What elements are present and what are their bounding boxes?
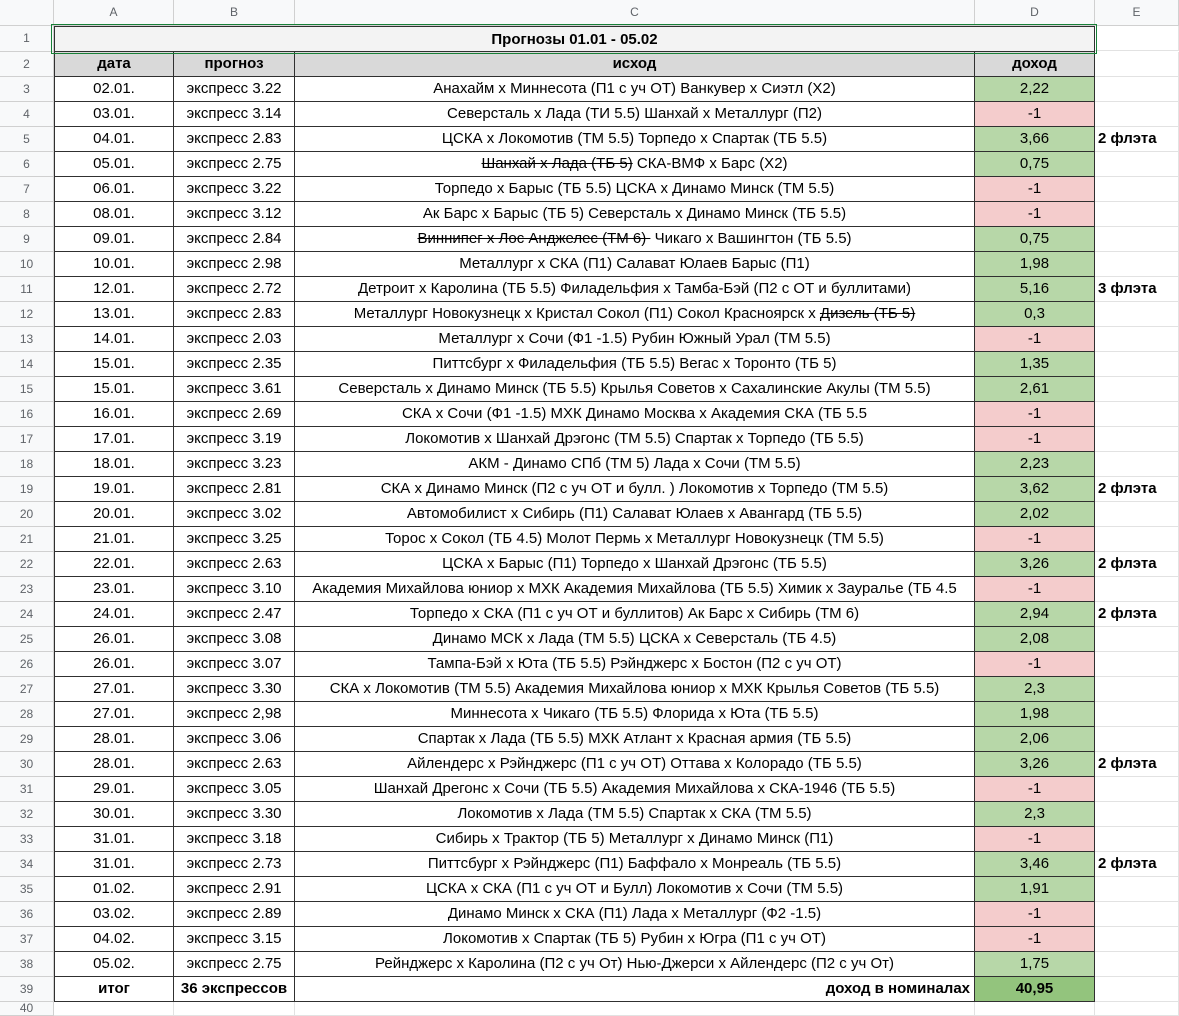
income-cell[interactable]: 3,62 [975, 477, 1095, 502]
date-cell[interactable]: 02.01. [54, 77, 174, 102]
income-cell[interactable]: 3,26 [975, 752, 1095, 777]
forecast-cell[interactable]: экспресс 2.81 [174, 477, 295, 502]
note-cell[interactable]: 2 флэта [1095, 752, 1179, 777]
date-cell[interactable]: 27.01. [54, 702, 174, 727]
forecast-cell[interactable]: экспресс 2.47 [174, 602, 295, 627]
forecast-cell[interactable]: экспресс 2.69 [174, 402, 295, 427]
outcome-cell[interactable] [295, 627, 975, 652]
row-header[interactable]: 11 [0, 277, 54, 302]
date-cell[interactable]: 29.01. [54, 777, 174, 802]
note-cell[interactable] [1095, 502, 1179, 527]
total-income[interactable]: 40,95 [975, 977, 1095, 1002]
note-cell[interactable] [1095, 727, 1179, 752]
income-cell[interactable]: 0,75 [975, 152, 1095, 177]
income-cell[interactable]: -1 [975, 402, 1095, 427]
total-income-label[interactable]: доход в номиналах [295, 977, 975, 1002]
outcome-text: Рейнджерс х Каролина (П2 с уч От) Нью-Джерси х Айлендерс (П2 с уч От) [375, 955, 894, 972]
note-cell[interactable] [1095, 202, 1179, 227]
row-header[interactable]: 24 [0, 602, 54, 627]
date-cell[interactable]: 28.01. [54, 752, 174, 777]
forecast-cell[interactable]: экспресс 3.23 [174, 452, 295, 477]
income-cell[interactable]: -1 [975, 327, 1095, 352]
outcome-text: Динамо МСК х Лада (ТМ 5.5) ЦСКА х Северсталь (ТБ 4.5) [432, 630, 837, 647]
forecast-cell[interactable]: экспресс 3.22 [174, 77, 295, 102]
outcome-text: СКА х Динамо Минск (П2 с уч ОТ и булл. ) Локомотив х Торпедо (ТМ 5.5) [380, 480, 889, 497]
row-header[interactable]: 27 [0, 677, 54, 702]
row-header[interactable]: 32 [0, 802, 54, 827]
row-header[interactable]: 35 [0, 877, 54, 902]
row-header[interactable]: 9 [0, 227, 54, 252]
row-header[interactable]: 37 [0, 927, 54, 952]
outcome-cell[interactable] [295, 777, 975, 802]
income-cell[interactable]: 2,22 [975, 77, 1095, 102]
empty-cell[interactable] [1095, 52, 1179, 77]
row-header[interactable]: 22 [0, 552, 54, 577]
outcome-cell[interactable] [295, 702, 975, 727]
outcome-text: АКМ - Динамо СПб (ТМ 5) Лада х Сочи (ТМ 5.5) [468, 455, 801, 472]
outcome-cell[interactable] [295, 927, 975, 952]
outcome-cell[interactable] [295, 677, 975, 702]
note-cell[interactable]: 2 флэта [1095, 127, 1179, 152]
outcome-text: Торпедо х Барыс (ТБ 5.5) ЦСКА х Динамо Минск (ТМ 5.5) [434, 180, 835, 197]
income-cell[interactable]: 3,26 [975, 552, 1095, 577]
row-header[interactable]: 26 [0, 652, 54, 677]
outcome-cell[interactable] [295, 227, 975, 252]
outcome-cell[interactable] [295, 177, 975, 202]
date-cell[interactable]: 15.01. [54, 352, 174, 377]
empty-cell[interactable] [295, 1002, 975, 1016]
income-cell[interactable]: -1 [975, 202, 1095, 227]
date-cell[interactable]: 13.01. [54, 302, 174, 327]
forecast-cell[interactable]: экспресс 2.63 [174, 752, 295, 777]
column-header-a[interactable]: A [54, 0, 174, 26]
forecast-cell[interactable]: экспресс 3.19 [174, 427, 295, 452]
outcome-cell[interactable] [295, 202, 975, 227]
income-cell[interactable]: 2,02 [975, 502, 1095, 527]
date-cell[interactable]: 20.01. [54, 502, 174, 527]
date-cell[interactable]: 30.01. [54, 802, 174, 827]
date-cell[interactable]: 01.02. [54, 877, 174, 902]
outcome-text: ЦСКА х Барыс (П1) Торпедо х Шанхай Дрэгонс (ТБ 5.5) [442, 555, 827, 572]
outcome-cell[interactable] [295, 602, 975, 627]
income-cell[interactable]: 1,98 [975, 702, 1095, 727]
income-cell[interactable]: -1 [975, 177, 1095, 202]
row-header[interactable]: 20 [0, 502, 54, 527]
outcome-cell[interactable] [295, 877, 975, 902]
row-header[interactable]: 39 [0, 977, 54, 1002]
outcome-cell[interactable] [295, 502, 975, 527]
row-header[interactable]: 36 [0, 902, 54, 927]
column-header-b[interactable]: B [174, 0, 295, 26]
forecast-cell[interactable]: экспресс 2.35 [174, 352, 295, 377]
outcome-cell[interactable] [295, 952, 975, 977]
outcome-cell[interactable] [295, 652, 975, 677]
outcome-cell[interactable] [295, 827, 975, 852]
total-count[interactable]: 36 экспрессов [174, 977, 295, 1002]
outcome-text: Динамо Минск х СКА (П1) Лада х Металлург (Ф2 -1.5) [447, 905, 822, 922]
row-header[interactable]: 4 [0, 102, 54, 127]
date-cell[interactable]: 06.01. [54, 177, 174, 202]
note-cell[interactable] [1095, 927, 1179, 952]
outcome-text: Торос х Сокол (ТБ 4.5) Молот Пермь х Металлург Новокузнецк (ТМ 5.5) [385, 530, 884, 547]
row-header[interactable]: 17 [0, 427, 54, 452]
outcome-text-struck: Виннипег х Лос Анджелес (ТМ 6) [417, 230, 651, 247]
date-cell[interactable]: 19.01. [54, 477, 174, 502]
outcome-cell[interactable] [295, 402, 975, 427]
income-cell[interactable]: -1 [975, 827, 1095, 852]
note-cell[interactable] [1095, 177, 1179, 202]
header-forecast[interactable]: прогноз [174, 52, 295, 77]
note-cell[interactable] [1095, 227, 1179, 252]
outcome-text: СКА х Локомотив (ТМ 5.5) Академия Михайлова юниор х МХК Крылья Советов (ТБ 5.5) [329, 680, 940, 697]
date-cell[interactable]: 16.01. [54, 402, 174, 427]
date-cell[interactable]: 22.01. [54, 552, 174, 577]
forecast-cell[interactable]: экспресс 2.72 [174, 277, 295, 302]
row-header[interactable]: 7 [0, 177, 54, 202]
outcome-text-struck: Шанхай х Лада (ТБ 5) [481, 155, 633, 172]
row-header[interactable]: 1 [0, 26, 54, 52]
note-cell[interactable] [1095, 677, 1179, 702]
note-cell[interactable] [1095, 877, 1179, 902]
column-header-c[interactable]: C [295, 0, 975, 26]
date-cell[interactable]: 21.01. [54, 527, 174, 552]
row-header[interactable]: 34 [0, 852, 54, 877]
note-cell[interactable] [1095, 302, 1179, 327]
row-header[interactable]: 19 [0, 477, 54, 502]
income-cell[interactable]: 2,08 [975, 627, 1095, 652]
outcome-text: Детроит х Каролина (ТБ 5.5) Филадельфия х Тамба-Бэй (П2 с ОТ и буллитами) [357, 280, 912, 297]
income-cell[interactable]: -1 [975, 427, 1095, 452]
income-cell[interactable]: -1 [975, 527, 1095, 552]
row-header[interactable]: 33 [0, 827, 54, 852]
outcome-cell[interactable] [295, 252, 975, 277]
row-header[interactable]: 28 [0, 702, 54, 727]
row-header[interactable]: 2 [0, 52, 54, 77]
date-cell[interactable]: 05.01. [54, 152, 174, 177]
note-cell[interactable] [1095, 952, 1179, 977]
note-cell[interactable] [1095, 252, 1179, 277]
date-cell[interactable]: 14.01. [54, 327, 174, 352]
forecast-cell[interactable]: экспресс 3.30 [174, 802, 295, 827]
outcome-text: Локомотив х Шанхай Дрэгонс (ТМ 5.5) Спартак х Торпедо (ТБ 5.5) [405, 430, 864, 447]
outcome-text: Северсталь х Динамо Минск (ТБ 5.5) Крылья Советов х Сахалинские Акулы (ТМ 5.5) [338, 380, 931, 397]
outcome-cell[interactable] [295, 902, 975, 927]
outcome-text: Миннесота х Чикаго (ТБ 5.5) Флорида х Юта (ТБ 5.5) [450, 705, 819, 722]
outcome-text: Автомобилист х Сибирь (П1) Салават Юлаев х Авангард (ТБ 5.5) [406, 505, 863, 522]
outcome-cell[interactable] [295, 302, 975, 327]
outcome-text: Сибирь х Трактор (ТБ 5) Металлург х Динамо Минск (П1) [435, 830, 834, 847]
empty-cell[interactable] [1095, 977, 1179, 1002]
row-header[interactable]: 8 [0, 202, 54, 227]
forecast-cell[interactable]: экспресс 3.05 [174, 777, 295, 802]
note-cell[interactable] [1095, 377, 1179, 402]
income-cell[interactable]: 0,75 [975, 227, 1095, 252]
income-cell[interactable]: 1,91 [975, 877, 1095, 902]
outcome-text: ЦСКА х СКА (П1 с уч ОТ и Булл) Локомотив х Сочи (ТМ 5.5) [425, 880, 844, 897]
header-income[interactable]: доход [975, 52, 1095, 77]
outcome-text: Питтсбург х Рэйнджерс (П1) Баффало х Монреаль (ТБ 5.5) [427, 855, 842, 872]
note-cell[interactable]: 2 флэта [1095, 852, 1179, 877]
forecast-cell[interactable]: экспресс 2.83 [174, 127, 295, 152]
row-header[interactable]: 40 [0, 1002, 54, 1016]
income-cell[interactable]: -1 [975, 777, 1095, 802]
income-cell[interactable]: 2,23 [975, 452, 1095, 477]
forecast-cell[interactable]: экспресс 3.07 [174, 652, 295, 677]
date-cell[interactable]: 28.01. [54, 727, 174, 752]
outcome-cell[interactable] [295, 802, 975, 827]
outcome-text: Ак Барс х Барыс (ТБ 5) Северсталь х Динамо Минск (ТБ 5.5) [422, 205, 847, 222]
date-cell[interactable]: 26.01. [54, 627, 174, 652]
forecast-cell[interactable]: экспресс 3.18 [174, 827, 295, 852]
date-cell[interactable]: 09.01. [54, 227, 174, 252]
forecast-cell[interactable]: экспресс 3.08 [174, 627, 295, 652]
outcome-text: Спартак х Лада (ТБ 5.5) МХК Атлант х Красная армия (ТБ 5.5) [417, 730, 852, 747]
income-cell[interactable]: -1 [975, 902, 1095, 927]
header-outcome[interactable]: исход [295, 52, 975, 77]
total-label[interactable]: итог [54, 977, 174, 1002]
forecast-cell[interactable]: экспресс 2.89 [174, 902, 295, 927]
outcome-text: Северсталь х Лада (ТИ 5.5) Шанхай х Металлург (П2) [447, 105, 822, 122]
row-header[interactable]: 13 [0, 327, 54, 352]
forecast-cell[interactable]: экспресс 2.03 [174, 327, 295, 352]
note-cell[interactable] [1095, 77, 1179, 102]
income-cell[interactable]: 3,46 [975, 852, 1095, 877]
income-cell[interactable]: 2,61 [975, 377, 1095, 402]
outcome-cell[interactable] [295, 427, 975, 452]
outcome-text: СКА х Сочи (Ф1 -1.5) МХК Динамо Москва х Академия СКА (ТБ 5.5 [401, 405, 868, 422]
note-cell[interactable] [1095, 902, 1179, 927]
row-header[interactable]: 25 [0, 627, 54, 652]
row-header[interactable]: 18 [0, 452, 54, 477]
date-cell[interactable]: 12.01. [54, 277, 174, 302]
note-cell[interactable]: 2 флэта [1095, 477, 1179, 502]
outcome-cell[interactable] [295, 727, 975, 752]
income-cell[interactable]: -1 [975, 652, 1095, 677]
forecast-cell[interactable]: экспресс 2.91 [174, 877, 295, 902]
income-cell[interactable]: 2,94 [975, 602, 1095, 627]
income-cell[interactable]: 3,66 [975, 127, 1095, 152]
note-cell[interactable] [1095, 527, 1179, 552]
date-cell[interactable]: 03.01. [54, 102, 174, 127]
row-header[interactable]: 15 [0, 377, 54, 402]
date-cell[interactable]: 03.02. [54, 902, 174, 927]
forecast-cell[interactable]: экспресс 2.73 [174, 852, 295, 877]
note-cell[interactable]: 2 флэта [1095, 552, 1179, 577]
date-cell[interactable]: 10.01. [54, 252, 174, 277]
date-cell[interactable]: 26.01. [54, 652, 174, 677]
select-all-corner[interactable] [0, 0, 54, 26]
date-cell[interactable]: 05.02. [54, 952, 174, 977]
income-cell[interactable]: 2,06 [975, 727, 1095, 752]
note-cell[interactable] [1095, 827, 1179, 852]
note-cell[interactable] [1095, 452, 1179, 477]
date-cell[interactable]: 23.01. [54, 577, 174, 602]
note-cell[interactable]: 3 флэта [1095, 277, 1179, 302]
row-header[interactable]: 29 [0, 727, 54, 752]
header-date[interactable]: дата [54, 52, 174, 77]
note-cell[interactable] [1095, 577, 1179, 602]
row-header[interactable]: 38 [0, 952, 54, 977]
outcome-cell[interactable] [295, 77, 975, 102]
outcome-cell[interactable] [295, 752, 975, 777]
row-header[interactable]: 31 [0, 777, 54, 802]
note-cell[interactable] [1095, 427, 1179, 452]
note-cell[interactable] [1095, 702, 1179, 727]
date-cell[interactable]: 17.01. [54, 427, 174, 452]
forecast-cell[interactable]: экспресс 2.84 [174, 227, 295, 252]
outcome-text: Академия Михайлова юниор х МХК Академия Михайлова (ТБ 5.5) Химик х Зауралье (ТБ 4.5 [312, 580, 957, 597]
income-cell[interactable]: 1,35 [975, 352, 1095, 377]
row-header[interactable]: 5 [0, 127, 54, 152]
outcome-cell[interactable] [295, 377, 975, 402]
forecast-cell[interactable]: экспресс 2.98 [174, 252, 295, 277]
note-cell[interactable] [1095, 802, 1179, 827]
outcome-cell[interactable] [295, 152, 975, 177]
forecast-cell[interactable]: экспресс 3.14 [174, 102, 295, 127]
date-cell[interactable]: 15.01. [54, 377, 174, 402]
date-cell[interactable]: 31.01. [54, 852, 174, 877]
income-cell[interactable]: 0,3 [975, 302, 1095, 327]
row-header[interactable]: 6 [0, 152, 54, 177]
outcome-text: Тампа-Бэй х Юта (ТБ 5.5) Рэйнджерс х Бостон (П2 с уч ОТ) [427, 655, 842, 672]
note-cell[interactable] [1095, 402, 1179, 427]
empty-cell[interactable] [1095, 1002, 1179, 1016]
outcome-cell[interactable] [295, 277, 975, 302]
column-header-e[interactable]: E [1095, 0, 1179, 26]
forecast-cell[interactable]: экспресс 3.10 [174, 577, 295, 602]
empty-cell[interactable] [1095, 26, 1179, 51]
date-cell[interactable]: 08.01. [54, 202, 174, 227]
empty-cell[interactable] [975, 1002, 1095, 1016]
row-header[interactable]: 10 [0, 252, 54, 277]
outcome-cell[interactable] [295, 452, 975, 477]
note-cell[interactable] [1095, 102, 1179, 127]
note-cell[interactable] [1095, 777, 1179, 802]
outcome-cell[interactable] [295, 552, 975, 577]
outcome-text: Металлург х Сочи (Ф1 -1.5) Рубин Южный Урал (ТМ 5.5) [438, 330, 831, 347]
outcome-text: Анахайм х Миннесота (П1 с уч ОТ) Ванкувер х Сиэтл (Х2) [433, 80, 836, 97]
note-cell[interactable]: 2 флэта [1095, 602, 1179, 627]
forecast-cell[interactable]: экспресс 2.63 [174, 552, 295, 577]
outcome-cell[interactable] [295, 477, 975, 502]
row-header[interactable]: 30 [0, 752, 54, 777]
forecast-cell[interactable]: экспресс 3.02 [174, 502, 295, 527]
empty-cell[interactable] [54, 1002, 174, 1016]
outcome-text: Шанхай Дрегонс х Сочи (ТБ 5.5) Академия Михайлова х СКА-1946 (ТБ 5.5) [373, 780, 896, 797]
note-cell[interactable] [1095, 652, 1179, 677]
outcome-cell[interactable] [295, 577, 975, 602]
date-cell[interactable]: 04.01. [54, 127, 174, 152]
date-cell[interactable]: 24.01. [54, 602, 174, 627]
row-header[interactable]: 3 [0, 77, 54, 102]
income-cell[interactable]: 5,16 [975, 277, 1095, 302]
income-cell[interactable]: -1 [975, 927, 1095, 952]
outcome-text: Питтсбург х Филадельфия (ТБ 5.5) Вегас х Торонто (ТБ 5) [432, 355, 837, 372]
note-cell[interactable] [1095, 327, 1179, 352]
outcome-text: ЦСКА х Локомотив (ТМ 5.5) Торпедо х Спартак (ТБ 5.5) [441, 130, 828, 147]
outcome-cell[interactable] [295, 127, 975, 152]
forecast-cell[interactable]: экспресс 2.83 [174, 302, 295, 327]
forecast-cell[interactable]: экспресс 3.15 [174, 927, 295, 952]
income-cell[interactable]: 1,75 [975, 952, 1095, 977]
forecast-cell[interactable]: экспресс 3.22 [174, 177, 295, 202]
forecast-cell[interactable]: экспресс 3.06 [174, 727, 295, 752]
row-header[interactable]: 14 [0, 352, 54, 377]
outcome-text: Торпедо х СКА (П1 с уч ОТ и буллитов) Ак Барс х Сибирь (ТМ 6) [409, 605, 860, 622]
outcome-text: Металлург Новокузнецк х Кристал Сокол (П1) Сокол Красноярск х [353, 305, 820, 322]
income-cell[interactable]: -1 [975, 102, 1095, 127]
outcome-cell[interactable] [295, 102, 975, 127]
outcome-text: Айлендерс х Рэйнджерс (П1 с уч ОТ) Оттава х Колорадо (ТБ 5.5) [407, 755, 862, 772]
date-cell[interactable]: 31.01. [54, 827, 174, 852]
note-cell[interactable] [1095, 352, 1179, 377]
outcome-text: Локомотив х Спартак (ТБ 5) Рубин х Югра (П1 с уч ОТ) [443, 930, 826, 947]
empty-cell[interactable] [174, 1002, 295, 1016]
date-cell[interactable]: 04.02. [54, 927, 174, 952]
outcome-cell[interactable] [295, 527, 975, 552]
forecast-cell[interactable]: экспресс 3.30 [174, 677, 295, 702]
outcome-cell[interactable] [295, 327, 975, 352]
forecast-cell[interactable]: экспресс 2.75 [174, 952, 295, 977]
date-cell[interactable]: 27.01. [54, 677, 174, 702]
forecast-cell[interactable]: экспресс 3.25 [174, 527, 295, 552]
column-header-d[interactable]: D [975, 0, 1095, 26]
income-cell[interactable]: 2,3 [975, 677, 1095, 702]
sheet-title[interactable]: Прогнозы 01.01 - 05.02 [54, 26, 1095, 52]
outcome-text: СКА-ВМФ х Барс (Х2) [632, 155, 788, 172]
outcome-text: Металлург х СКА (П1) Салават Юлаев Барыс (П1) [459, 255, 810, 272]
outcome-text-struck: Дизель (ТБ 5) [819, 305, 916, 322]
note-cell[interactable] [1095, 152, 1179, 177]
row-header[interactable]: 16 [0, 402, 54, 427]
row-header[interactable]: 23 [0, 577, 54, 602]
outcome-text: Локомотив х Лада (ТМ 5.5) Спартак х СКА (ТМ 5.5) [457, 805, 812, 822]
forecast-cell[interactable]: экспресс 2,98 [174, 702, 295, 727]
outcome-text: Чикаго х Вашингтон (ТБ 5.5) [650, 230, 852, 247]
forecast-cell[interactable]: экспресс 3.12 [174, 202, 295, 227]
note-cell[interactable] [1095, 627, 1179, 652]
forecast-cell[interactable]: экспресс 3.61 [174, 377, 295, 402]
outcome-cell[interactable] [295, 352, 975, 377]
date-cell[interactable]: 18.01. [54, 452, 174, 477]
forecast-cell[interactable]: экспресс 2.75 [174, 152, 295, 177]
outcome-cell[interactable] [295, 852, 975, 877]
income-cell[interactable]: -1 [975, 577, 1095, 602]
row-header[interactable]: 21 [0, 527, 54, 552]
income-cell[interactable]: 1,98 [975, 252, 1095, 277]
income-cell[interactable]: 2,3 [975, 802, 1095, 827]
row-header[interactable]: 12 [0, 302, 54, 327]
